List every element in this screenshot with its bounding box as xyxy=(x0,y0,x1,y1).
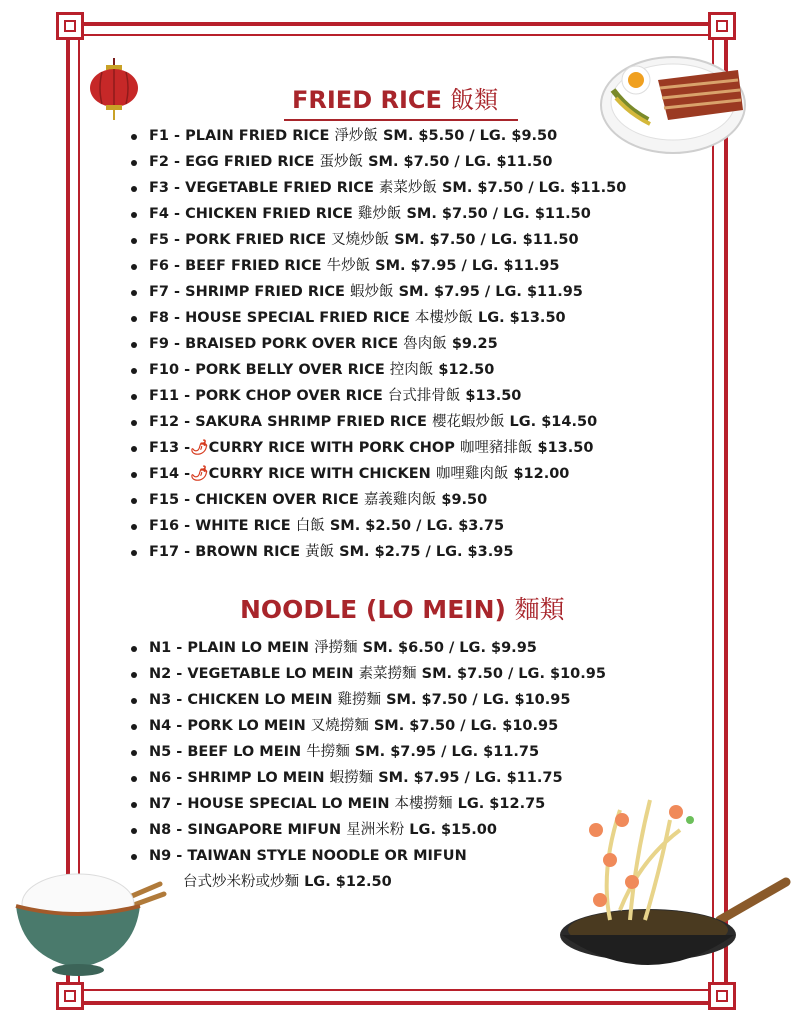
noodle-list xyxy=(131,635,606,895)
item-name: SINGAPORE MIFUN xyxy=(187,822,342,838)
item-price: SM. $7.50 / LG. $11.50 xyxy=(394,232,579,248)
item-name-cn: 魯肉飯 xyxy=(403,336,447,352)
menu-item-n6: N6 - SHRIMP LO MEIN 蝦撈麵 SM. $7.95 / LG. $11.75 xyxy=(131,765,606,791)
item-price: SM. $6.50 / LG. $9.95 xyxy=(362,640,537,656)
item-name: HOUSE SPECIAL LO MEIN xyxy=(187,796,390,812)
item-code: F3 xyxy=(149,180,169,196)
item-code: N8 xyxy=(149,822,172,838)
menu-item-f12: F12 - SAKURA SHRIMP FRIED RICE 櫻花蝦炒飯 LG. $14.50 xyxy=(131,409,626,435)
menu-item-f17: F17 - BROWN RICE 黃飯 SM. $2.75 / LG. $3.95 xyxy=(131,539,626,565)
item-price: SM. $2.50 / LG. $3.75 xyxy=(329,518,505,534)
item-name-cn: 白飯 xyxy=(295,518,325,534)
item-price: SM. $2.75 / LG. $3.95 xyxy=(339,544,514,560)
menu-item-f1: F1 - PLAIN FRIED RICE 淨炒飯 SM. $5.50 / LG. $9.50 xyxy=(131,123,626,149)
chili-pepper-icon: 🌶 xyxy=(190,440,209,456)
item-code: F2 xyxy=(149,154,169,170)
item-name: BRAISED PORK OVER RICE xyxy=(185,336,399,352)
menu-item-n9: N9 - TAIWAN STYLE NOODLE OR MIFUN xyxy=(131,843,606,869)
item-price: SM. $7.50 / LG. $10.95 xyxy=(421,666,606,682)
item-name: VEGETABLE LO MEIN xyxy=(187,666,354,682)
item-name-cn: 咖哩雞肉飯 xyxy=(435,466,509,482)
item-name: HOUSE SPECIAL FRIED RICE xyxy=(185,310,410,326)
item-price: LG. $13.50 xyxy=(477,310,566,326)
item-name: SAKURA SHRIMP FRIED RICE xyxy=(195,414,427,430)
item-price: LG. $12.75 xyxy=(457,796,546,812)
item-name: BROWN RICE xyxy=(195,544,301,560)
item-price: $12.00 xyxy=(513,466,570,482)
menu-item-n7: N7 - HOUSE SPECIAL LO MEIN 本樓撈麵 LG. $12.75 xyxy=(131,791,606,817)
item-name-cn: 黃飯 xyxy=(305,544,335,560)
item-name-cn: 素菜炒飯 xyxy=(378,180,437,196)
item-name-cn: 控肉飯 xyxy=(389,362,434,378)
noodle-title: NOODLE (LO MEIN) xyxy=(240,595,506,624)
item-name: PORK CHOP OVER RICE xyxy=(195,388,383,404)
item-code: F9 xyxy=(149,336,169,352)
item-price: $13.50 xyxy=(465,388,522,404)
item-code: F13 xyxy=(149,440,180,456)
item-name-cn: 台式炒米粉或炒麵 xyxy=(183,874,299,890)
item-price: $9.50 xyxy=(441,492,488,508)
menu-item-n2: N2 - VEGETABLE LO MEIN 素菜撈麵 SM. $7.50 / LG. $10.95 xyxy=(131,661,606,687)
item-name-cn: 牛炒飯 xyxy=(326,258,371,274)
item-price: SM. $7.50 / LG. $10.95 xyxy=(386,692,571,708)
item-name-cn: 淨撈麵 xyxy=(314,640,358,656)
item-name-cn: 嘉義雞肉飯 xyxy=(363,492,437,508)
item-name-cn: 蝦撈麵 xyxy=(329,770,374,786)
menu-item-n3: N3 - CHICKEN LO MEIN 雞撈麵 SM. $7.50 / LG. $10.95 xyxy=(131,687,606,713)
item-price: SM. $7.50 / LG. $11.50 xyxy=(368,154,553,170)
wok-noodles-icon xyxy=(550,790,791,990)
item-code: F6 xyxy=(149,258,169,274)
menu-item-f3: F3 - VEGETABLE FRIED RICE 素菜炒飯 SM. $7.50 / LG. $11.50 xyxy=(131,175,626,201)
item-name-cn: 咖哩豬排飯 xyxy=(459,440,533,456)
item-code: F4 xyxy=(149,206,169,222)
menu-item-f8: F8 - HOUSE SPECIAL FRIED RICE 本樓炒飯 LG. $13.50 xyxy=(131,305,626,331)
fried-rice-title: FRIED RICE xyxy=(292,86,442,114)
noodle-heading xyxy=(240,590,565,626)
chili-pepper-icon: 🌶 xyxy=(190,466,209,482)
menu-item-f16: F16 - WHITE RICE 白飯 SM. $2.50 / LG. $3.75 xyxy=(131,513,626,539)
item-name-cn: 雞撈麵 xyxy=(337,692,382,708)
noodle-title-cn: 麵類 xyxy=(514,595,565,624)
item-code: F12 xyxy=(149,414,180,430)
item-code: N1 xyxy=(149,640,172,656)
item-name: PLAIN FRIED RICE xyxy=(185,128,330,144)
item-name-cn: 雞炒飯 xyxy=(357,206,402,222)
item-price: SM. $7.50 / LG. $11.50 xyxy=(406,206,591,222)
item-name-cn: 蝦炒飯 xyxy=(350,284,394,300)
item-price: $13.50 xyxy=(537,440,594,456)
lantern-icon xyxy=(88,58,140,120)
item-price: SM. $7.50 / LG. $10.95 xyxy=(373,718,559,734)
menu-item-n4: N4 - PORK LO MEIN 叉燒撈麵 SM. $7.50 / LG. $10.95 xyxy=(131,713,606,739)
item-code: N9 xyxy=(149,848,172,864)
menu-item-f9: F9 - BRAISED PORK OVER RICE 魯肉飯 $9.25 xyxy=(131,331,626,357)
menu-item-f4: F4 - CHICKEN FRIED RICE 雞炒飯 SM. $7.50 / LG. $11.50 xyxy=(131,201,626,227)
item-name: SHRIMP FRIED RICE xyxy=(185,284,345,300)
item-code: F7 xyxy=(149,284,169,300)
item-price: SM. $5.50 / LG. $9.50 xyxy=(382,128,558,144)
rice-bowl-icon xyxy=(8,862,168,982)
item-code: F5 xyxy=(149,232,169,248)
menu-item-f15: F15 - CHICKEN OVER RICE 嘉義雞肉飯 $9.50 xyxy=(131,487,626,513)
item-name-cn: 本樓炒飯 xyxy=(414,310,473,326)
item-name-cn: 素菜撈麵 xyxy=(358,666,417,682)
item-code: N4 xyxy=(149,718,172,734)
item-name: SHRIMP LO MEIN xyxy=(187,770,325,786)
item-code: F11 xyxy=(149,388,180,404)
item-name: CURRY RICE WITH CHICKEN xyxy=(208,466,431,482)
item-name-cn: 星洲米粉 xyxy=(346,822,405,838)
menu-item-f13: F13 -🌶CURRY RICE WITH PORK CHOP 咖哩豬排飯 $13.50 xyxy=(131,435,626,461)
item-name-cn: 櫻花蝦炒飯 xyxy=(431,414,505,430)
item-price: SM. $7.95 / LG. $11.75 xyxy=(378,770,563,786)
item-name: CURRY RICE WITH PORK CHOP xyxy=(208,440,455,456)
item-code: N2 xyxy=(149,666,172,682)
fried-rice-heading xyxy=(292,80,498,115)
item-name-cn: 牛撈麵 xyxy=(306,744,350,760)
fried-rice-list xyxy=(131,123,626,565)
item-price: $9.25 xyxy=(451,336,498,352)
item-code: N7 xyxy=(149,796,172,812)
item-price: LG. $15.00 xyxy=(409,822,497,838)
item-name: CHICKEN OVER RICE xyxy=(195,492,359,508)
menu-item-n1: N1 - PLAIN LO MEIN 淨撈麵 SM. $6.50 / LG. $9.95 xyxy=(131,635,606,661)
item-price: SM. $7.95 / LG. $11.95 xyxy=(398,284,583,300)
item-price: $12.50 xyxy=(438,362,495,378)
item-price: LG. $12.50 xyxy=(304,874,392,890)
item-code: F17 xyxy=(149,544,180,560)
corner-ornament-bottom-left xyxy=(56,982,84,1010)
menu-item-f10: F10 - PORK BELLY OVER RICE 控肉飯 $12.50 xyxy=(131,357,626,383)
item-name-cn: 叉燒炒飯 xyxy=(331,232,390,248)
item-name: PORK LO MEIN xyxy=(187,718,306,734)
item-name-cn: 台式排骨飯 xyxy=(387,388,461,404)
item-code: N5 xyxy=(149,744,172,760)
item-code: F14 xyxy=(149,466,180,482)
menu-item-f5: F5 - PORK FRIED RICE 叉燒炒飯 SM. $7.50 / LG. $11.50 xyxy=(131,227,626,253)
item-name: VEGETABLE FRIED RICE xyxy=(185,180,374,196)
item-name: BEEF LO MEIN xyxy=(187,744,302,760)
menu-item-f7: F7 - SHRIMP FRIED RICE 蝦炒飯 SM. $7.95 / LG. $11.95 xyxy=(131,279,626,305)
fried-rice-title-cn: 飯類 xyxy=(450,86,499,114)
menu-item-n9-continued xyxy=(131,869,606,895)
corner-ornament-top-right xyxy=(708,12,736,40)
item-name: PORK BELLY OVER RICE xyxy=(195,362,385,378)
item-name-cn: 本樓撈麵 xyxy=(394,796,453,812)
item-name: PLAIN LO MEIN xyxy=(187,640,309,656)
item-name-cn: 叉燒撈麵 xyxy=(310,718,369,734)
item-code: F8 xyxy=(149,310,169,326)
item-name: BEEF FRIED RICE xyxy=(185,258,322,274)
item-price: LG. $14.50 xyxy=(509,414,598,430)
menu-item-f11: F11 - PORK CHOP OVER RICE 台式排骨飯 $13.50 xyxy=(131,383,626,409)
item-code: F15 xyxy=(149,492,180,508)
item-name-cn: 淨炒飯 xyxy=(334,128,378,144)
item-name: WHITE RICE xyxy=(195,518,291,534)
item-code: N3 xyxy=(149,692,172,708)
item-name: CHICKEN LO MEIN xyxy=(187,692,333,708)
item-name: TAIWAN STYLE NOODLE OR MIFUN xyxy=(187,848,467,864)
item-price: SM. $7.95 / LG. $11.75 xyxy=(354,744,540,760)
item-code: N6 xyxy=(149,770,172,786)
menu-item-f14: F14 -🌶CURRY RICE WITH CHICKEN 咖哩雞肉飯 $12.00 xyxy=(131,461,626,487)
menu-item-n5: N5 - BEEF LO MEIN 牛撈麵 SM. $7.95 / LG. $11.75 xyxy=(131,739,606,765)
item-code: F16 xyxy=(149,518,180,534)
menu-item-f6: F6 - BEEF FRIED RICE 牛炒飯 SM. $7.95 / LG. $11.95 xyxy=(131,253,626,279)
item-code: F1 xyxy=(149,128,169,144)
item-name: CHICKEN FRIED RICE xyxy=(185,206,353,222)
item-name: PORK FRIED RICE xyxy=(185,232,327,248)
item-code: F10 xyxy=(149,362,180,378)
item-price: SM. $7.50 / LG. $11.50 xyxy=(441,180,627,196)
menu-item-f2: F2 - EGG FRIED RICE 蛋炒飯 SM. $7.50 / LG. $11.50 xyxy=(131,149,626,175)
menu-item-n8: N8 - SINGAPORE MIFUN 星洲米粉 LG. $15.00 xyxy=(131,817,606,843)
item-name-cn: 蛋炒飯 xyxy=(319,154,364,170)
item-price: SM. $7.95 / LG. $11.95 xyxy=(375,258,560,274)
corner-ornament-top-left xyxy=(56,12,84,40)
item-name: EGG FRIED RICE xyxy=(185,154,315,170)
